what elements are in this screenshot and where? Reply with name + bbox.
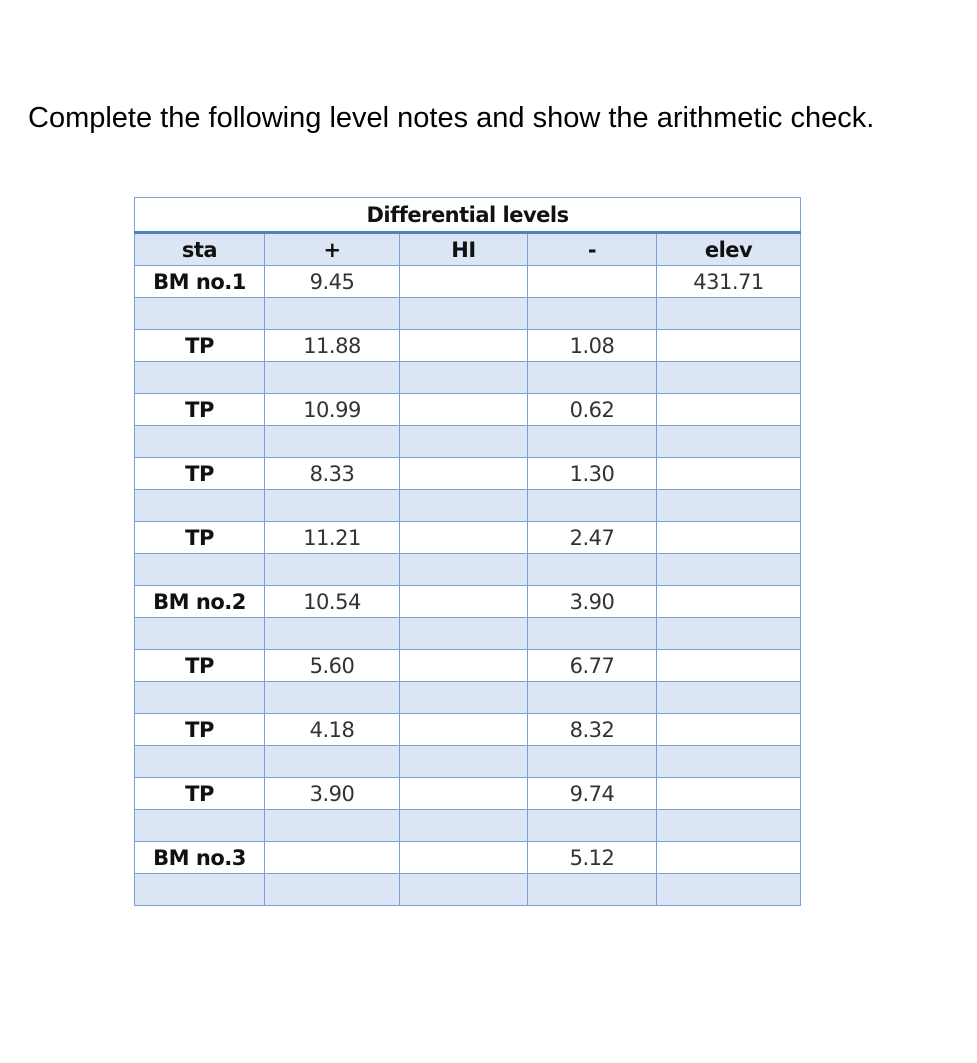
blank-cell — [528, 746, 657, 778]
cell-elev — [657, 330, 801, 362]
blank-cell — [528, 810, 657, 842]
blank-cell — [265, 618, 400, 650]
blank-cell — [265, 362, 400, 394]
blank-cell — [657, 426, 801, 458]
blank-cell — [135, 874, 265, 906]
blank-cell — [657, 554, 801, 586]
blank-cell — [400, 682, 528, 714]
blank-cell — [657, 746, 801, 778]
table-title: Differential levels — [135, 198, 801, 233]
blank-cell — [657, 362, 801, 394]
blank-cell — [657, 618, 801, 650]
cell-elev: 431.71 — [657, 266, 801, 298]
cell-minus: 9.74 — [528, 778, 657, 810]
blank-cell — [265, 490, 400, 522]
blank-cell — [657, 874, 801, 906]
cell-sta: TP — [135, 714, 265, 746]
blank-row — [135, 618, 801, 650]
blank-cell — [400, 554, 528, 586]
blank-cell — [135, 618, 265, 650]
question-prompt: Complete the following level notes and show the arithmetic check. — [28, 102, 875, 134]
blank-cell — [135, 746, 265, 778]
cell-sta: TP — [135, 778, 265, 810]
blank-row — [135, 490, 801, 522]
cell-minus: 5.12 — [528, 842, 657, 874]
blank-cell — [400, 746, 528, 778]
cell-elev — [657, 586, 801, 618]
blank-row — [135, 810, 801, 842]
table-row — [135, 458, 801, 490]
header-elev: elev — [657, 233, 801, 266]
blank-row — [135, 746, 801, 778]
cell-minus: 8.32 — [528, 714, 657, 746]
cell-plus: 10.54 — [265, 586, 400, 618]
cell-sta: TP — [135, 394, 265, 426]
blank-cell — [135, 810, 265, 842]
cell-minus: 2.47 — [528, 522, 657, 554]
table-row — [135, 778, 801, 810]
table-row — [135, 330, 801, 362]
cell-plus: 5.60 — [265, 650, 400, 682]
blank-cell — [528, 554, 657, 586]
cell-minus — [528, 266, 657, 298]
blank-cell — [265, 810, 400, 842]
blank-cell — [400, 874, 528, 906]
table-row — [135, 842, 801, 874]
cell-sta: TP — [135, 650, 265, 682]
header-sta: sta — [135, 233, 265, 266]
cell-sta: BM no.1 — [135, 266, 265, 298]
blank-cell — [135, 362, 265, 394]
cell-sta: TP — [135, 458, 265, 490]
table-row — [135, 522, 801, 554]
blank-cell — [265, 746, 400, 778]
blank-cell — [265, 426, 400, 458]
cell-minus: 6.77 — [528, 650, 657, 682]
cell-minus: 3.90 — [528, 586, 657, 618]
blank-cell — [400, 426, 528, 458]
cell-minus: 0.62 — [528, 394, 657, 426]
cell-plus: 3.90 — [265, 778, 400, 810]
cell-elev — [657, 458, 801, 490]
cell-elev — [657, 394, 801, 426]
cell-plus: 9.45 — [265, 266, 400, 298]
blank-cell — [265, 298, 400, 330]
blank-cell — [657, 490, 801, 522]
blank-cell — [400, 490, 528, 522]
header-row — [135, 233, 801, 266]
blank-cell — [400, 618, 528, 650]
blank-row — [135, 682, 801, 714]
blank-cell — [528, 298, 657, 330]
cell-elev — [657, 714, 801, 746]
cell-hi — [400, 458, 528, 490]
cell-plus: 10.99 — [265, 394, 400, 426]
blank-cell — [657, 298, 801, 330]
blank-cell — [528, 426, 657, 458]
cell-hi — [400, 586, 528, 618]
header-minus: - — [528, 233, 657, 266]
blank-cell — [135, 682, 265, 714]
cell-sta: BM no.2 — [135, 586, 265, 618]
level-notes-table — [134, 197, 801, 906]
blank-row — [135, 874, 801, 906]
table-row — [135, 266, 801, 298]
cell-minus: 1.30 — [528, 458, 657, 490]
blank-row — [135, 362, 801, 394]
blank-cell — [135, 426, 265, 458]
blank-cell — [265, 682, 400, 714]
blank-cell — [400, 362, 528, 394]
blank-cell — [528, 874, 657, 906]
cell-hi — [400, 842, 528, 874]
table-row — [135, 586, 801, 618]
blank-cell — [657, 682, 801, 714]
table-row — [135, 714, 801, 746]
cell-plus: 4.18 — [265, 714, 400, 746]
cell-elev — [657, 522, 801, 554]
blank-cell — [265, 874, 400, 906]
blank-cell — [135, 554, 265, 586]
cell-sta: TP — [135, 522, 265, 554]
cell-elev — [657, 778, 801, 810]
cell-elev — [657, 842, 801, 874]
cell-sta: BM no.3 — [135, 842, 265, 874]
cell-hi — [400, 778, 528, 810]
header-hi: HI — [400, 233, 528, 266]
cell-hi — [400, 394, 528, 426]
blank-row — [135, 554, 801, 586]
blank-cell — [135, 298, 265, 330]
cell-plus — [265, 842, 400, 874]
blank-cell — [528, 362, 657, 394]
cell-hi — [400, 714, 528, 746]
cell-plus: 8.33 — [265, 458, 400, 490]
cell-plus: 11.88 — [265, 330, 400, 362]
cell-minus: 1.08 — [528, 330, 657, 362]
blank-row — [135, 426, 801, 458]
cell-hi — [400, 650, 528, 682]
cell-hi — [400, 330, 528, 362]
blank-cell — [400, 298, 528, 330]
cell-sta: TP — [135, 330, 265, 362]
table-row — [135, 650, 801, 682]
blank-cell — [528, 490, 657, 522]
blank-cell — [528, 682, 657, 714]
blank-cell — [657, 810, 801, 842]
blank-cell — [265, 554, 400, 586]
blank-cell — [528, 618, 657, 650]
cell-elev — [657, 650, 801, 682]
blank-row — [135, 298, 801, 330]
blank-cell — [135, 490, 265, 522]
cell-hi — [400, 522, 528, 554]
table-row — [135, 394, 801, 426]
header-plus: + — [265, 233, 400, 266]
cell-plus: 11.21 — [265, 522, 400, 554]
blank-cell — [400, 810, 528, 842]
cell-hi — [400, 266, 528, 298]
